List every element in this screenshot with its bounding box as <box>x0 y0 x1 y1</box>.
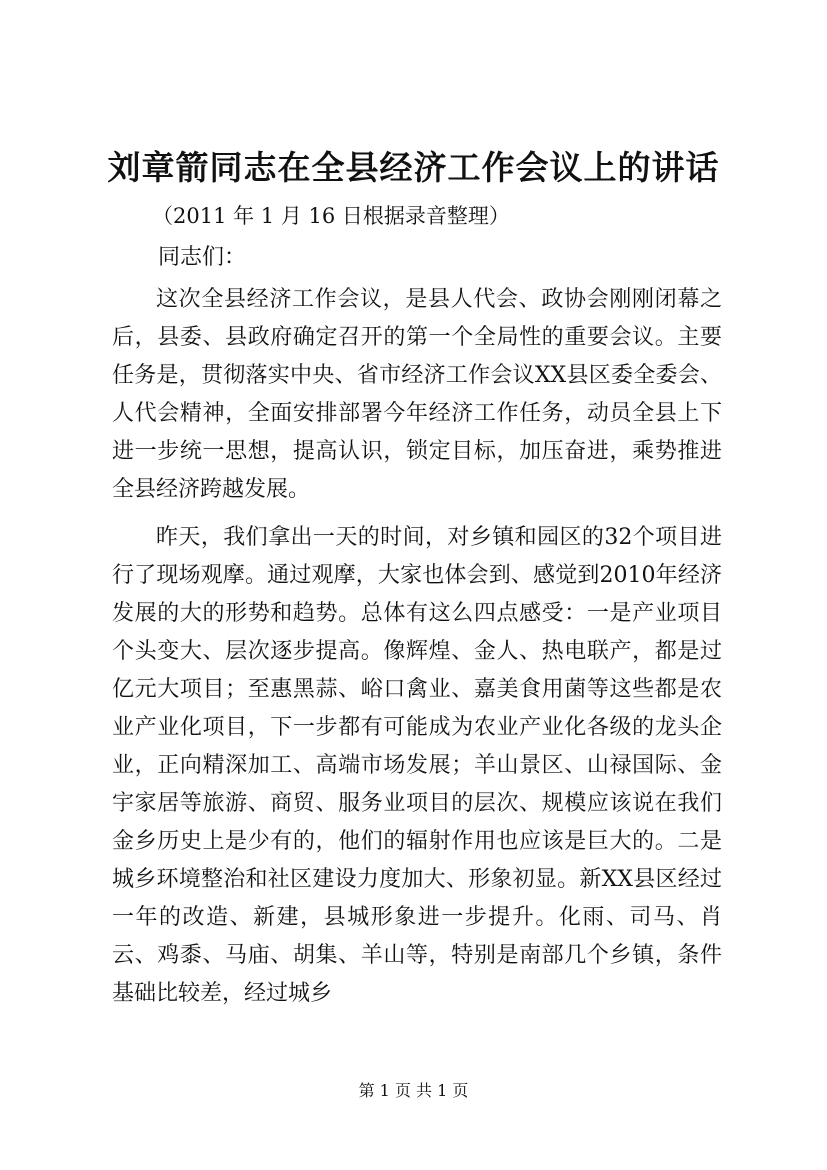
salutation: 同志们： <box>158 245 247 270</box>
paragraph-1: 这次全县经济工作会议，是县人代会、政协会刚刚闭幕之后，县委、县政府确定召开的第一个全局性的重要会议。主要任务是，贯彻落实中央、省市经济工作会议XX县区委全委会、人代会精神，全面安排部署今年经济工作任务，动员全县上下进一步统一思想，提高认识，锁定目标，加压奋进，乘势推进全县经济跨越发展。 <box>112 287 722 502</box>
paragraph-2: 昨天，我们拿出一天的时间，对乡镇和园区的32个项目进行了现场观摩。通过观摩，大家也体会到、感觉到2010年经济发展的大的形势和趋势。总体有这么四点感受：一是产业项目个头变大、层次逐步提高。像辉煌、金人、热电联产，都是过亿元大项目；至惠黑蒜、峪口禽业、嘉美食用菌等这些都是农业产业化项目，下一步都有可能成为农业产业化各级的龙头企业，正向精深加工、高端市场发展；羊山景区、山禄国际、金宇家居等旅游、商贸、服务业项目的层次、规模应该说在我们金乡历史上是少有的，他们的辐射作用也应该是巨大的。二是城乡环境整治和社区建设力度加大、形象初显。新XX县区经过一年的改造、新建，县城形象进一步提升。化雨、司马、肖云、鸡黍、马庙、胡集、羊山等，特别是南部几个乡镇，条件基础比较差，经过城乡 <box>112 525 722 1006</box>
page-footer: 第 1 页 共 1 页 <box>358 1081 469 1100</box>
document-body <box>112 281 722 1013</box>
document-subtitle: （2011 年 1 月 16 日根据录音整理） <box>152 204 510 228</box>
document-title: 刘章箭同志在全县经济工作会议上的讲话 <box>107 148 720 187</box>
